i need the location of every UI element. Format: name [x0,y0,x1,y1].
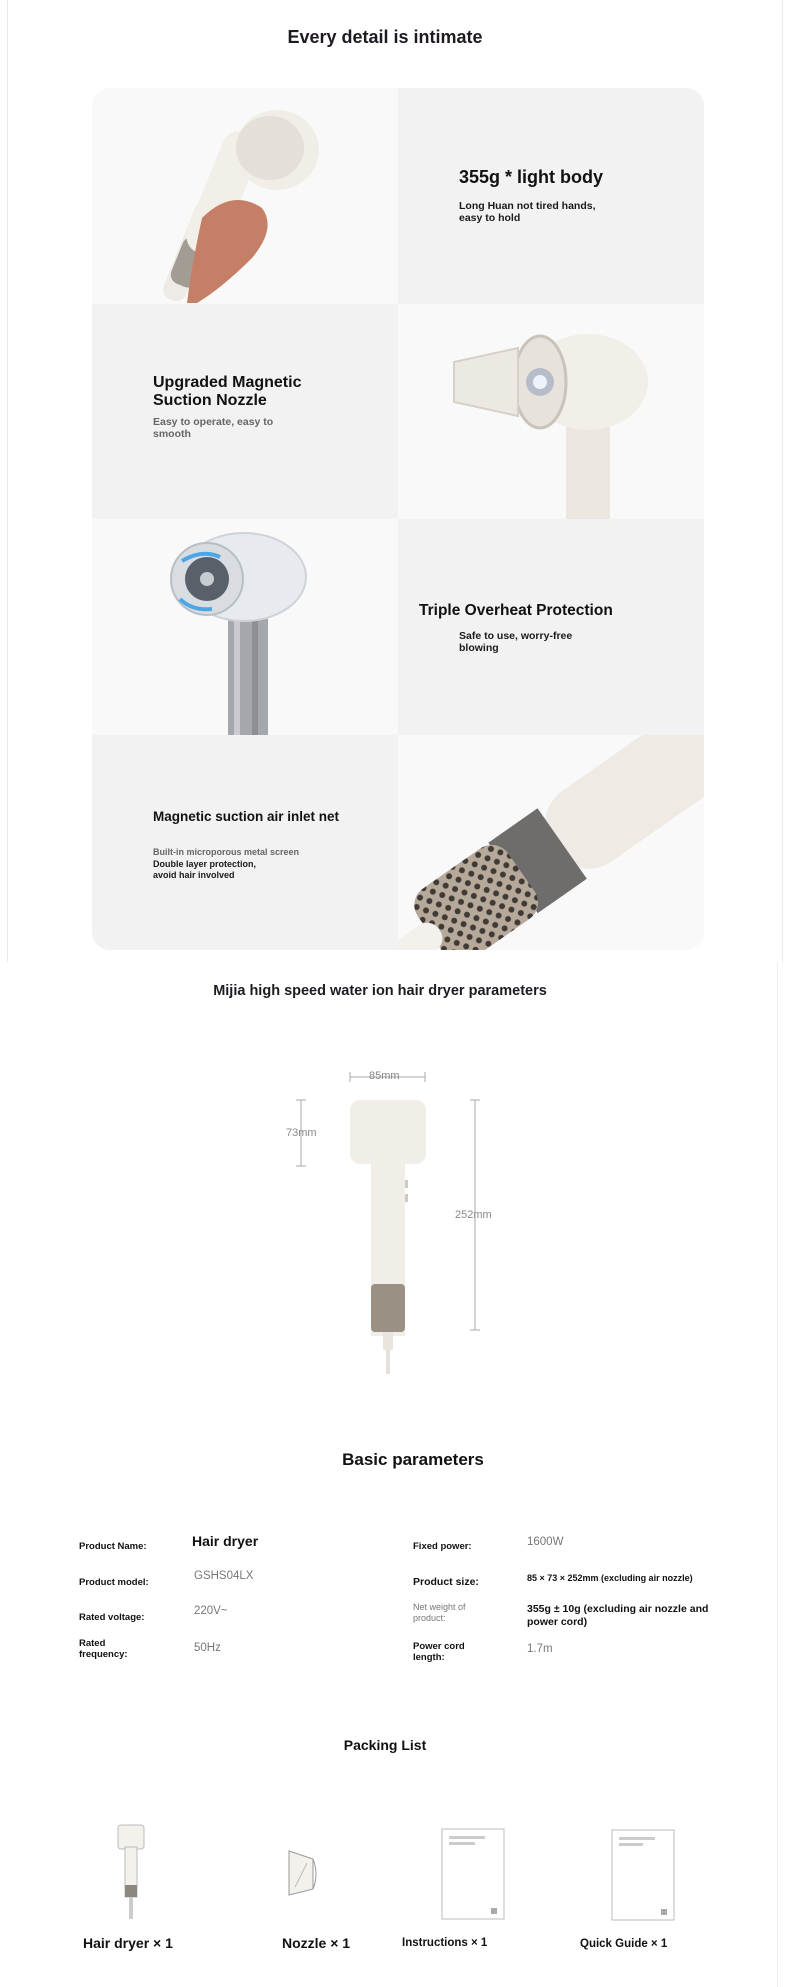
feature-cell-air-inlet [92,735,398,951]
param-label: Fixed power: [413,1541,472,1552]
feature-title [153,374,301,410]
param-value-line: power cord) [527,1616,588,1628]
feature-subtitle [153,859,256,881]
pack-instructions-image [441,1828,505,1920]
param-value-line: 355g ± 10g (excluding air nozzle and [527,1603,709,1615]
dimension-width-label: 85mm [369,1070,400,1082]
param-voltage-value: 220V~ [194,1605,228,1617]
param-size-label [413,1572,479,1590]
feature-subtitle [153,416,273,440]
param-label-line: Power cord [413,1641,465,1652]
param-weight-value [527,1603,708,1629]
pack-nozzle-image [285,1847,321,1899]
param-label: Rated voltage: [79,1612,145,1623]
param-model-value: GSHS04LX [194,1570,254,1582]
feature-subtitle-line: Easy to operate, easy to [153,415,274,428]
param-model-label [79,1572,149,1590]
feature-section-title: Every detail is intimate [287,27,483,47]
feature-cell-magnetic-nozzle [92,304,398,520]
feature-image-overheat [92,519,398,735]
feature-subtitle-line: Safe to use, worry-free [459,630,573,642]
dimensions-section-title: Mijia high speed water ion hair dryer parameters [213,983,547,999]
param-label: Product model: [79,1577,149,1588]
param-size-value: 85 × 73 × 252mm (excluding air nozzle) [527,1573,693,1583]
feature-image-nozzle [398,304,704,520]
param-frequency-value: 50Hz [194,1642,221,1654]
param-label-line: product: [413,1613,446,1623]
feature-subtitle-line: smooth [153,427,191,440]
pack-item-hair-dryer: Hair dryer × 1 [83,1935,173,1951]
feature-title-line: Suction Nozzle [153,391,267,409]
feature-title: 355g * light body [459,167,604,187]
param-power-value: 1600W [527,1536,564,1548]
feature-subtitle [459,630,572,654]
feature-grid [92,88,704,950]
dimension-depth-label: 73mm [286,1127,317,1139]
params-section-title: Basic parameters [342,1450,484,1469]
feature-image-light-body [92,88,398,304]
param-label-line: frequency: [79,1649,128,1660]
pack-hair-dryer-image [110,1823,150,1923]
param-label-line: Rated [79,1638,106,1649]
dimension-height-label: 252mm [455,1209,492,1221]
feature-subtitle-line: avoid hair involved [153,869,235,880]
feature-subtitle-gray: Built-in microporous metal screen [153,846,300,857]
feature-image-inlet-net [398,735,704,951]
feature-title: Triple Overheat Protection [419,602,613,619]
param-label-line: length: [413,1652,445,1663]
feature-subtitle-line: Double layer protection, [153,858,257,869]
feature-subtitle: Long Huan not tired hands, easy to hold [459,200,596,224]
param-product-name-value: Hair dryer [192,1533,259,1549]
param-cord-value: 1.7m [527,1643,553,1655]
param-frequency-label [79,1638,128,1660]
param-label: Product Name: [79,1541,147,1552]
param-voltage-label [79,1607,144,1625]
feature-cell-light-body [398,88,704,304]
feature-subtitle-line: blowing [459,642,499,654]
pack-quick-guide-image [611,1829,675,1921]
param-weight-label [413,1602,466,1624]
param-power-label [413,1536,472,1554]
dimension-diagram [270,1060,490,1380]
param-label-line: Net weight of [413,1602,466,1612]
param-product-name-label [79,1536,147,1554]
param-cord-label [413,1641,465,1663]
param-label: Product size: [413,1576,479,1588]
pack-item-nozzle: Nozzle × 1 [282,1935,351,1951]
feature-cell-overheat [398,519,704,735]
packing-section-title: Packing List [343,1737,427,1753]
pack-item-quick-guide: Quick Guide × 1 [580,1938,668,1950]
feature-title: Magnetic suction air inlet net [153,808,340,824]
pack-item-instructions: Instructions × 1 [402,1937,488,1949]
feature-title-line: Upgraded Magnetic [153,373,302,391]
